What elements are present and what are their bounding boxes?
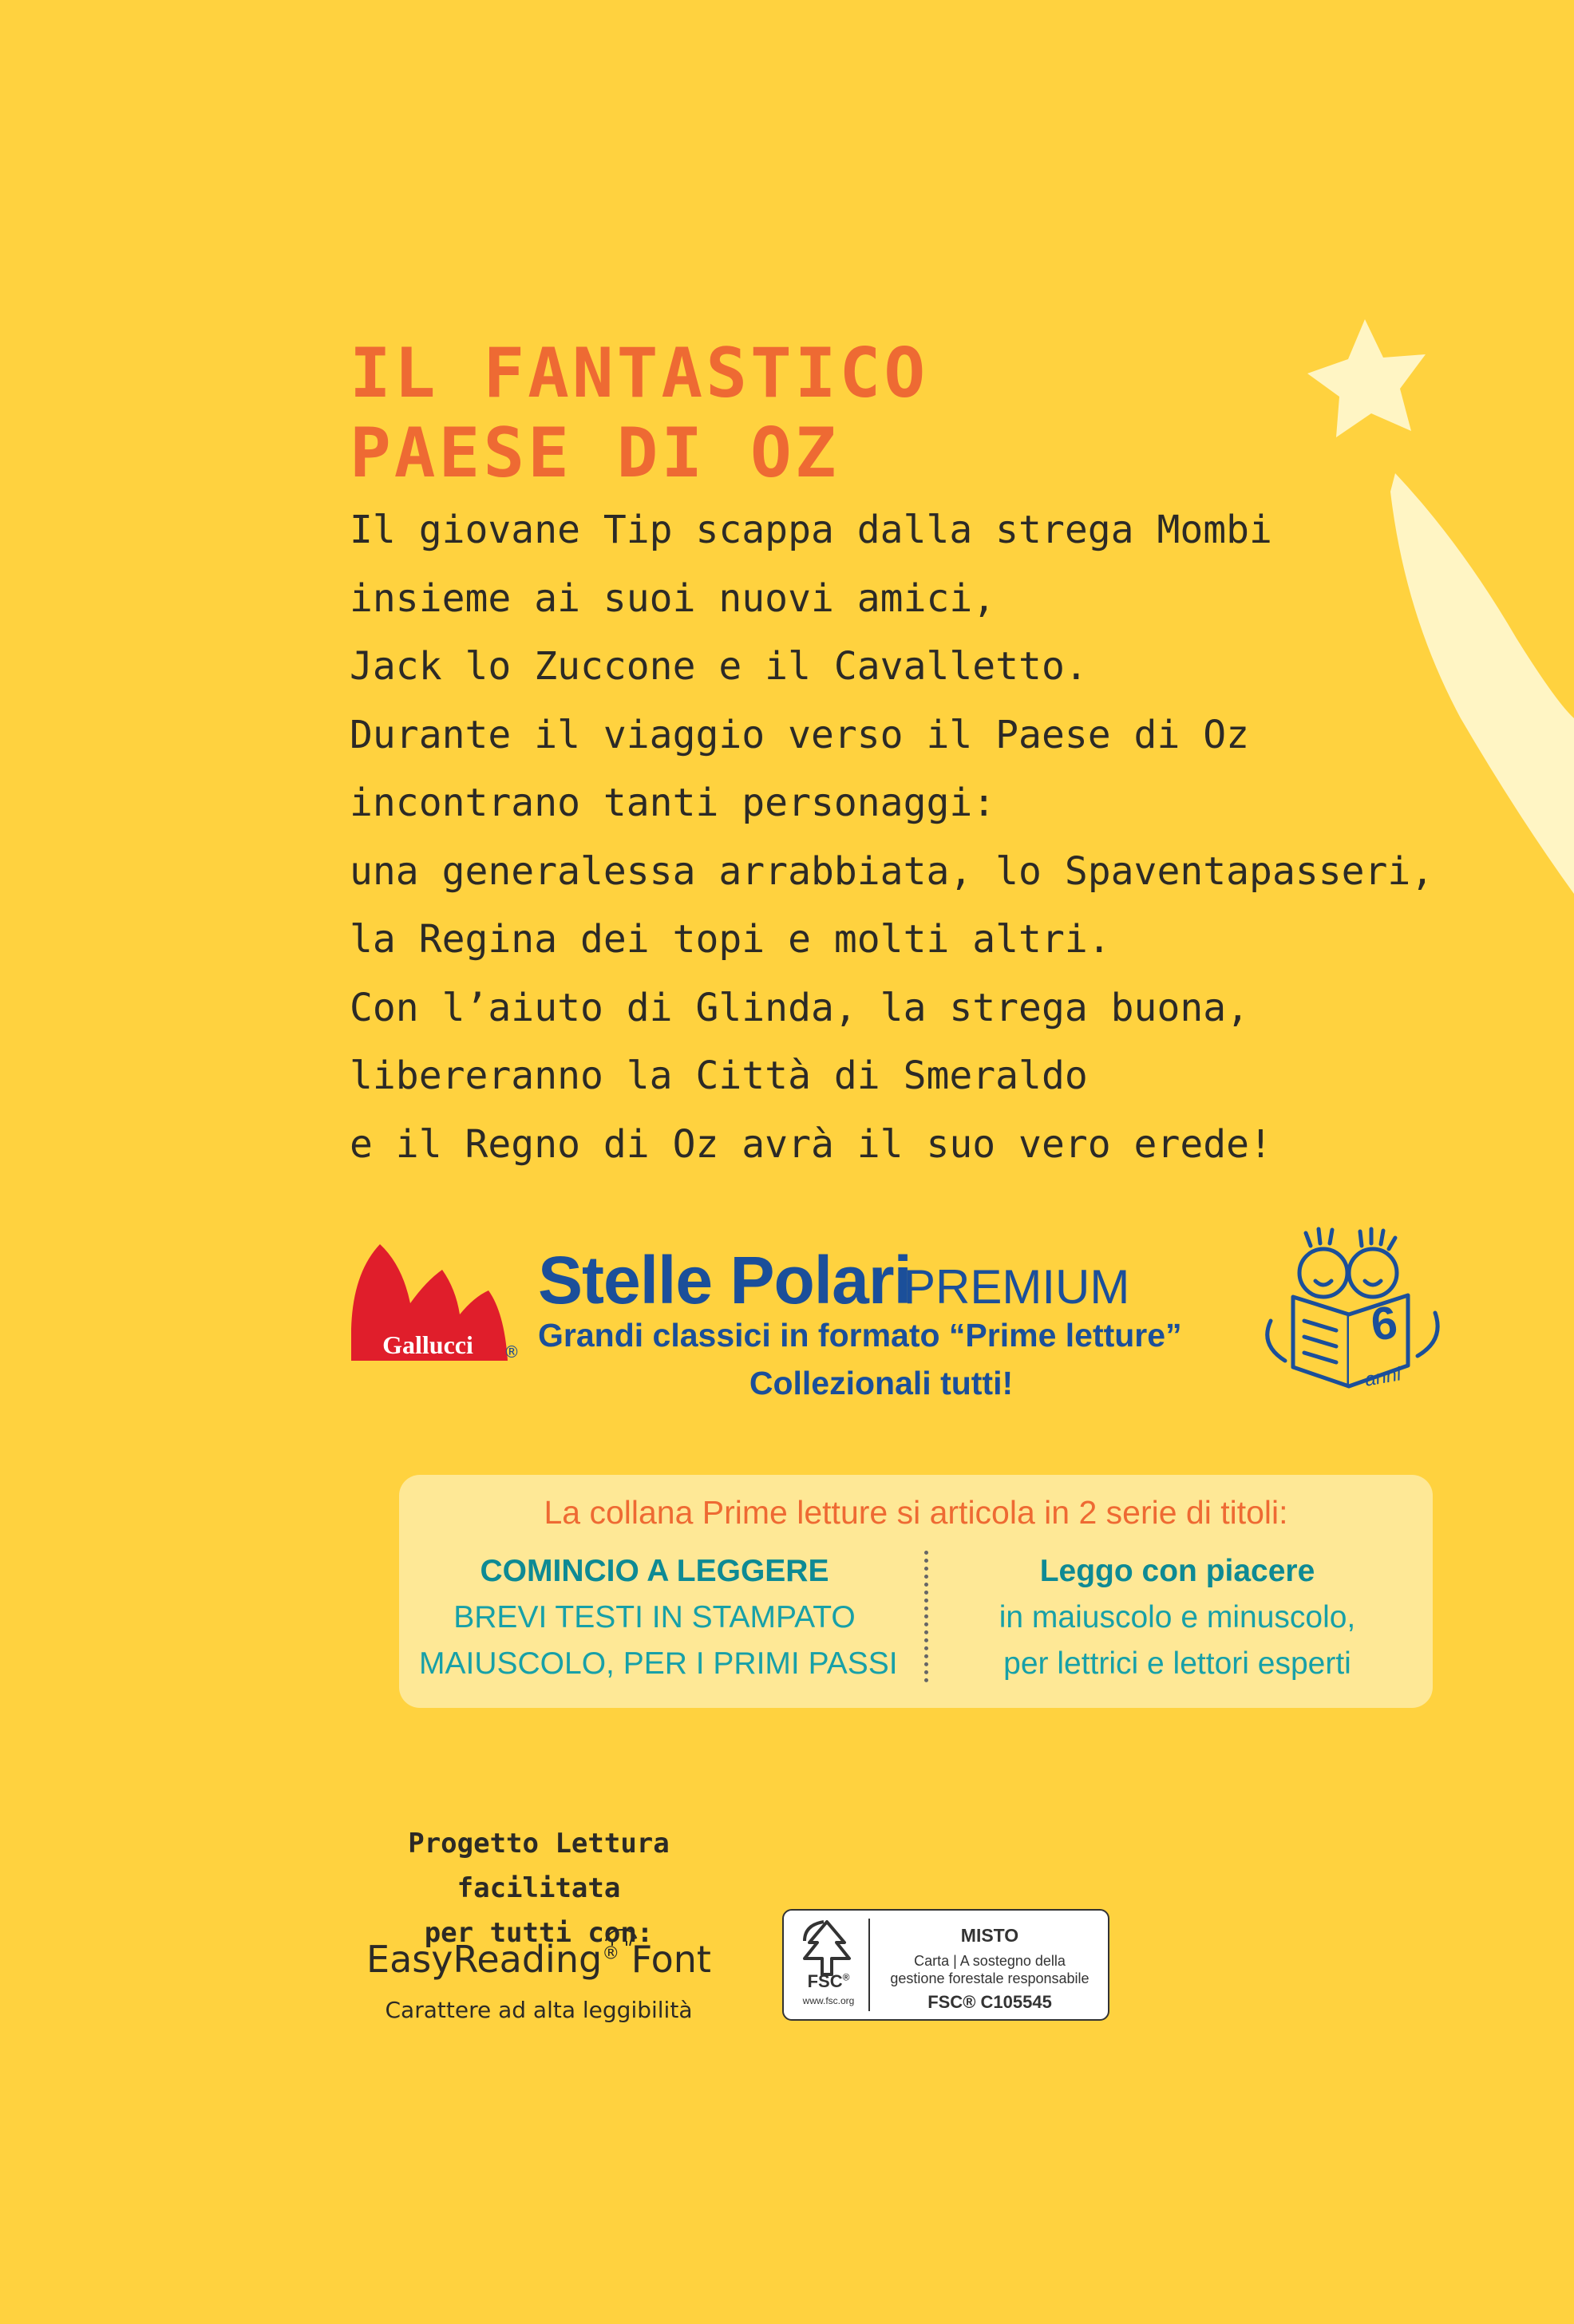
reading-series-heading: La collana Prime letture si articola in 2 serie di titoli:	[544, 1494, 1288, 1531]
fsc-category: MISTO	[960, 1925, 1019, 1946]
series-edition: PREMIUM	[904, 1260, 1130, 1314]
book-title-line-2: PAESE DI OZ	[350, 413, 840, 493]
synopsis-line: libereranno la Città di Smeraldo	[350, 1053, 1088, 1098]
level-description: in maiuscolo e minuscolo,	[999, 1600, 1356, 1634]
series-name: Stelle Polari	[538, 1243, 912, 1318]
book-title-line-1: IL FANTASTICO	[350, 334, 929, 413]
column-divider	[924, 1551, 928, 1682]
synopsis	[350, 496, 1434, 1179]
synopsis-line: Il giovane Tip scappa dalla strega Mombi	[350, 508, 1272, 552]
synopsis-line: Jack lo Zuccone e il Cavalletto.	[350, 644, 1088, 689]
project-line: Progetto Lettura facilitata	[408, 1828, 670, 1904]
fsc-license-code: FSC® C105545	[927, 1992, 1052, 2012]
easyreading-logo: EasyReading® Font	[366, 1938, 711, 1981]
synopsis-line: incontrano tanti personaggi:	[350, 781, 996, 825]
synopsis-line: Durante il viaggio verso il Paese di Oz	[350, 712, 1250, 757]
registered-mark: ®	[504, 1342, 520, 1362]
fsc-separator	[868, 1919, 870, 2011]
fsc-tree-icon	[795, 1917, 859, 1979]
series-level-beginner	[419, 1548, 898, 1687]
series-tagline: Grandi classici in formato “Prime letture”	[538, 1317, 1182, 1354]
level-title: Leggo con piacere	[1039, 1554, 1315, 1588]
fsc-abbr: FSC®	[807, 1971, 850, 1991]
publisher-name: Gallucci	[382, 1330, 473, 1359]
age-number: 6	[1367, 1296, 1401, 1351]
synopsis-line: e il Regno di Oz avrà il suo vero erede!	[350, 1121, 1272, 1167]
series-collect: Collezionali tutti!	[749, 1365, 1014, 1401]
project-text	[343, 1821, 734, 1955]
book-title	[350, 334, 928, 493]
fsc-url: www.fsc.org	[802, 1995, 855, 2006]
level-description: per lettrici e lettori esperti	[1003, 1646, 1351, 1681]
fsc-claim: Carta | A sostegno della gestione forestale responsabile	[890, 1953, 1090, 1986]
age-unit: anni	[1362, 1363, 1403, 1391]
series-level-advanced	[942, 1548, 1413, 1687]
easyreading-subtitle: Carattere ad alta leggibilità	[385, 1997, 693, 2023]
project-line: per tutti con:	[424, 1917, 654, 1949]
synopsis-line: Con l’aiuto di Glinda, la strega buona,	[350, 985, 1250, 1030]
level-title: COMINCIO A LEGGERE	[480, 1554, 829, 1588]
synopsis-line: insieme ai suoi nuovi amici,	[350, 575, 996, 621]
level-description: BREVI TESTI IN STAMPATO	[453, 1600, 856, 1634]
reading-kids-icon	[1261, 1217, 1445, 1401]
level-description: MAIUSCOLO, PER I PRIMI PASSI	[419, 1646, 898, 1681]
synopsis-line: la Regina dei topi e molti altri.	[350, 917, 1111, 962]
synopsis-line: una generalessa arrabbiata, lo Spaventapasseri,	[350, 848, 1434, 894]
